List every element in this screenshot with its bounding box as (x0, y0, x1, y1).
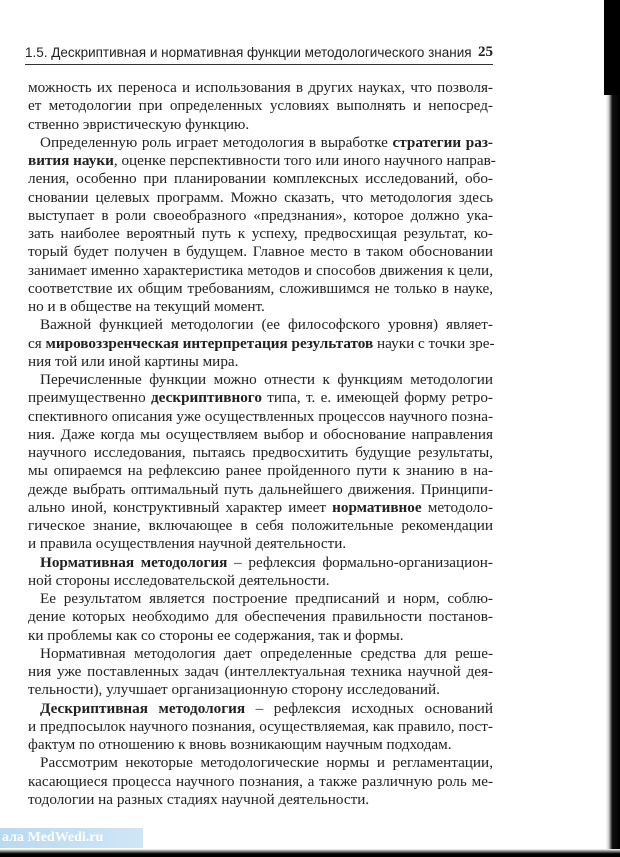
text-line (28, 718, 493, 736)
text-line (28, 791, 493, 809)
text-line (28, 554, 493, 572)
bold-term: вития науки (28, 152, 114, 169)
text-segment: ния уже поставленных задач (интеллектуальная техника научной дея- (28, 663, 493, 680)
text-segment: ственно эвристическую функцию. (28, 115, 250, 133)
text-line (28, 608, 493, 626)
text-segment: преимущественно (28, 389, 151, 407)
text-segment: можность их переноса и использования в других науках, что позволя- (28, 79, 493, 96)
scan-edge-right (606, 0, 620, 857)
text-line (28, 97, 493, 115)
bold-term: дескриптивного (151, 389, 262, 407)
text-line (28, 499, 493, 517)
text-segment: Определенную роль играет методология в выработке (40, 133, 393, 151)
text-line (28, 371, 493, 389)
text-segment: ки проблемы как со стороны ее содержания, так и формы. (28, 626, 404, 644)
text-line (28, 170, 493, 188)
text-segment: зать наиболее вероятный путь к успеху, предвосхищая результат, ко- (28, 225, 493, 242)
text-segment: дежде выбрать оптимальный путь дальнейшего движения. Принципи- (28, 480, 493, 498)
paragraph (28, 79, 493, 134)
text-segment: типа, т. е. имеющей форму ретро- (261, 389, 493, 407)
text-line (28, 645, 493, 663)
paragraph (28, 133, 496, 317)
text-line (28, 426, 493, 444)
text-line (28, 116, 493, 134)
text-line (28, 590, 493, 608)
text-segment: научного исследования, пытаясь предвосхитить будущие результаты, (28, 444, 493, 461)
bold-term: Нормативная методология (40, 553, 228, 571)
text-segment: ной стороны исследовательской деятельности. (28, 571, 330, 589)
text-segment: и правила осуществления научной деятельности. (28, 535, 347, 553)
text-segment: торый будет получен в будущем. Главное место в таком обосновании (28, 243, 493, 261)
text-line (28, 700, 493, 718)
text-segment: – рефлексия исходных оснований (245, 699, 493, 717)
text-line (28, 189, 493, 207)
text-segment: сновании целевых программ. Можно сказать, что методология здесь (28, 188, 493, 206)
text-line (28, 663, 493, 681)
scan-edge-top-right (604, 0, 620, 95)
text-line (28, 298, 493, 316)
text-segment: Важной функцией методологии (ее философского уровня) являет- (40, 316, 493, 334)
text-segment: – рефлексия формально-организацион- (227, 553, 493, 571)
text-line (28, 389, 493, 407)
text-segment: ния той или иной картины мира. (28, 352, 239, 370)
text-line (28, 152, 496, 170)
paragraph (28, 700, 493, 755)
text-segment: выступает в роли своеобразного «предзнания», которое должно ука- (28, 206, 493, 224)
text-segment: фактум по отношению к вновь возникающим научным подходам. (28, 736, 452, 753)
text-segment: Рассмотрим некоторые методологические нормы и регламентации, (40, 754, 493, 772)
text-line (28, 79, 493, 97)
bold-term: мировоззренческая интерпретация результатов (45, 334, 374, 352)
text-line (28, 517, 493, 535)
page-body (28, 79, 496, 809)
text-segment: ления, особенно при планировании комплексных исследований, обо- (28, 170, 493, 188)
text-segment: Перечисленные функции можно отнести к функциям методологии (40, 371, 493, 388)
text-segment: касающиеся процесса научного познания, а также различную роль ме- (28, 772, 493, 790)
text-line (28, 681, 493, 699)
text-segment: дение которых необходимо для обеспечения правильности постанов- (28, 608, 493, 626)
text-line (28, 262, 493, 280)
bold-term: стратегии раз- (392, 133, 493, 151)
text-line (28, 462, 493, 480)
watermark: ала MedWedi.ru (0, 828, 143, 848)
scan-edge-bottom (0, 849, 620, 857)
text-segment: и предпосылок научного познания, осуществляемая, как правило, пост- (28, 717, 493, 735)
text-segment: , оценке перспективности того или иного научного направ- (113, 152, 496, 169)
text-segment: мы опираемся на рефлексию ранее пройденного пути к знанию в на- (28, 462, 493, 480)
text-segment: ния. Даже когда мы осуществляем выбор и обоснование направления (28, 425, 493, 443)
text-segment: соответствие их общим требованиям, сложившимся не только в науке, (28, 279, 493, 297)
bold-term: Дескриптивная методология (40, 699, 246, 717)
paragraph (28, 590, 493, 645)
text-line (28, 535, 493, 553)
running-header (25, 44, 493, 65)
header-title: 1.5. Дескриптивная и нормативная функции методологического знания (25, 45, 472, 60)
text-line (28, 225, 493, 243)
text-line (28, 408, 493, 426)
text-segment: ально иной, конструктивный характер имеет (28, 498, 333, 516)
text-line (28, 736, 493, 754)
text-segment: науки с точки зре- (373, 334, 495, 352)
text-line (28, 335, 493, 353)
text-line (28, 243, 493, 261)
text-segment: ся (28, 334, 46, 352)
text-segment: гическое знание, включающее в себя положительные рекомендации (28, 517, 493, 534)
text-line (28, 207, 493, 225)
text-segment: тодологии на разных стадиях научной деятельности. (28, 790, 370, 808)
text-segment: спективного описания уже осуществленных процессов научного позна- (28, 407, 493, 425)
paragraph (28, 371, 493, 554)
text-line (28, 353, 493, 371)
text-line (28, 444, 493, 462)
text-segment: тельности), улучшает организационную сторону исследований. (28, 681, 440, 699)
bold-term: нормативное (332, 498, 422, 516)
text-line (28, 481, 493, 499)
text-segment: занимает именно характеристика методов и способов движения к цели, (28, 261, 493, 279)
text-segment: но и в обществе на текущий момент. (28, 298, 265, 315)
text-line (28, 280, 493, 298)
text-segment: Ее результатом является построение предписаний и норм, соблю- (40, 590, 493, 607)
text-line (28, 773, 493, 791)
page-number: 25 (478, 44, 493, 60)
paragraph (28, 316, 493, 371)
text-line (28, 627, 493, 645)
paragraph (28, 754, 493, 809)
text-segment: методоло- (421, 498, 493, 516)
paragraph (28, 645, 493, 700)
paragraph (28, 554, 493, 591)
text-line (28, 754, 493, 772)
text-line (28, 572, 493, 590)
text-segment: ет методологии при определенных условиях выполнять и непосред- (28, 97, 493, 115)
text-segment: Нормативная методология дает определенные средства для реше- (40, 644, 493, 662)
text-line (28, 134, 493, 152)
text-line (28, 316, 493, 334)
